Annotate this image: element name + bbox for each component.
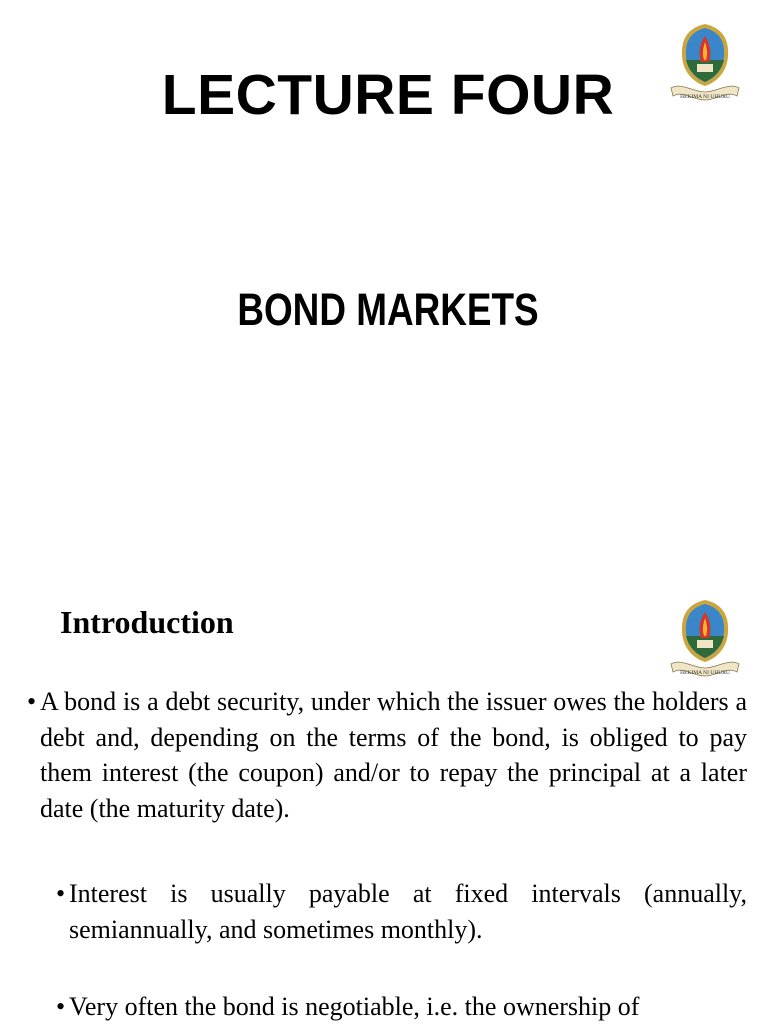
slide-title-heading: LECTURE FOUR: [161, 63, 615, 127]
logo-motto: HEKIMA NI UHURU: [680, 94, 730, 100]
bullet-marker: •: [56, 879, 66, 908]
section-heading: Introduction: [60, 604, 234, 640]
bullet-text: Very often the bond is negotiable, i.e. the ownership of: [69, 992, 640, 1021]
slide-introduction: [0, 576, 768, 1024]
bullet-item: [27, 684, 747, 826]
bullet-text: A bond is a debt security, under which the issuer owes the holders a debt and, depending on the terms of the bond, is obliged to pay them interest (the coupon) and/or to repay the principal at a later date (the maturity date).: [40, 687, 747, 823]
bullet-text: Interest is usually payable at fixed intervals (annually, semiannually, and sometimes monthly).: [69, 879, 747, 944]
university-crest-icon: [667, 598, 743, 682]
bullet-item: [56, 989, 747, 1025]
logo-motto: HEKIMA NI UHURU: [680, 670, 730, 676]
bullet-item: [56, 876, 747, 947]
university-crest-icon: [667, 22, 743, 106]
bullet-marker: •: [56, 992, 66, 1021]
bullet-marker: •: [27, 687, 37, 716]
slide-subtitle: BOND MARKETS: [237, 284, 539, 335]
